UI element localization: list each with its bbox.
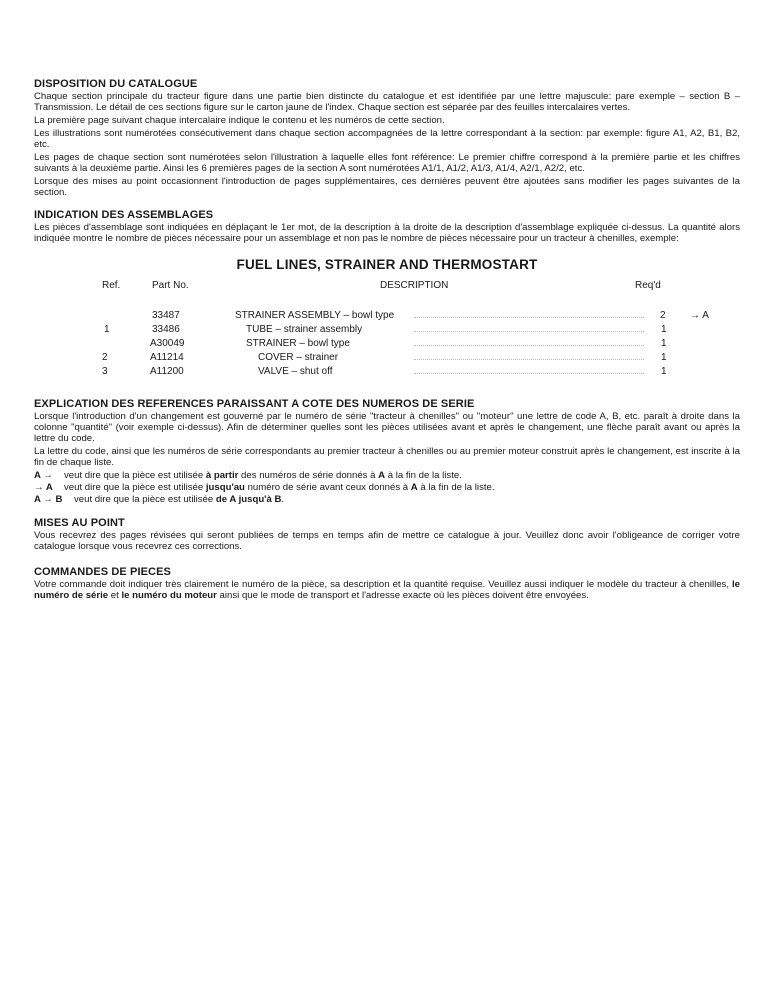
paragraph: [34, 579, 740, 601]
section-explication: [34, 398, 740, 505]
row-part-no: 33487: [152, 310, 180, 321]
code-text: veut dire que la pièce est utilisée: [64, 470, 206, 481]
paragraph: Vous recevrez des pages révisées qui seront publiées de temps en temps afin de mettre ce catalogue à jour. Veuillez donc avoir l'obligeance de corriger votre catalogue lorsque vous recevrez ces corrections.: [34, 530, 740, 552]
row-description: TUBE – strainer assembly: [246, 324, 363, 335]
leader-dots: [414, 330, 644, 332]
header-description: DESCRIPTION: [380, 280, 449, 291]
table-row: [34, 324, 740, 338]
code-emphasis: de A jusqu'à B: [215, 494, 282, 505]
code-emphasis: à partir: [205, 470, 239, 481]
code-emphasis: jusqu'au: [205, 482, 245, 493]
catalogue-page: [34, 78, 740, 612]
row-part-no: A11200: [150, 366, 184, 377]
leader-dots: [414, 372, 644, 374]
header-reqd: Req'd: [635, 280, 661, 291]
paragraph: Lorsque l'introduction d'un changement est gouverné par le numéro de série "tracteur à chenilles" ou "moteur" une lettre de code A, B, etc. paraît à droite dans la colonne "quantité" (voir exemple ci-dessus). Afin de déterminer quelles sont les pièces utilisées avant et après le changement, une flèche paraît avant ou après la lettre du code.: [34, 411, 740, 444]
row-part-no: 33486: [152, 324, 180, 335]
paragraph: Chaque section principale du tracteur figure dans une partie bien distincte du catalogue et est identifiée par une lettre majuscule: pare exemple – section B – Transmission. Le détail de ces sections figure sur le carton jaune de l'index. Chaque section est séparée par des feuilles intercalaires vertes.: [34, 91, 740, 113]
code-emphasis: A: [410, 482, 418, 493]
row-part-no: A11214: [150, 352, 184, 363]
leader-dots: [414, 344, 644, 346]
section-title: COMMANDES DE PIECES: [34, 566, 171, 578]
code-text: numéro de série avant ceux donnés à: [244, 482, 411, 493]
row-qty: 1: [661, 324, 667, 335]
code-text: .: [281, 494, 285, 505]
code-definition: [34, 470, 740, 481]
table-row: [34, 366, 740, 380]
row-part-no: A30049: [150, 338, 185, 349]
code-text: à la fin de la liste.: [417, 482, 495, 493]
row-description: VALVE – shut off: [258, 366, 333, 377]
paragraph: La lettre du code, ainsi que les numéros de série correspondants au premier tracteur à chenilles ou au premier moteur construit après le changement, est inscrite à la fin de chaque liste.: [34, 446, 740, 468]
code-text: des numéros de série donnés à: [238, 470, 379, 481]
code-text: à la fin de la liste.: [385, 470, 462, 481]
header-ref: Ref.: [102, 280, 121, 291]
code-symbol: A →: [34, 470, 53, 481]
row-description: STRAINER ASSEMBLY – bowl type: [235, 310, 395, 321]
paragraph-text: ainsi que le mode de transport et l'adresse exacte où les pièces doivent être envoyées.: [216, 590, 589, 601]
section-title: EXPLICATION DES REFERENCES PARAISSANT A COTE DES NUMEROS DE SERIE: [34, 398, 475, 410]
paragraph: La première page suivant chaque intercalaire indique le contenu et les numéros de cette section.: [34, 115, 445, 126]
code-text: veut dire que la pièce est utilisée: [64, 482, 206, 493]
code-text: veut dire que la pièce est utilisée: [74, 494, 216, 505]
row-ref: 1: [104, 324, 110, 335]
section-title: DISPOSITION DU CATALOGUE: [34, 78, 198, 90]
table-row: [34, 310, 740, 324]
row-code: → A: [690, 310, 709, 321]
row-qty: 2: [660, 310, 666, 321]
paragraph: Les pages de chaque section sont numérotées selon l'illustration à laquelle elles font référence: Le premier chiffre correspond à la première partie et les chiffres suivants à la deuxième partie. Ainsi les 6 premières pages de la section A sont numérotées A1/1, A1/2, A1/3, A1/4, A2/1, A2/2, etc.: [34, 152, 740, 174]
row-description: COVER – strainer: [258, 352, 339, 363]
row-ref: 3: [102, 366, 108, 377]
paragraph: Les illustrations sont numérotées consécutivement dans chaque section accompagnées de la lettre correspondant à la section: par exemple: figure A1, A2, B1, B2, etc.: [34, 128, 740, 150]
paragraph-text: et: [108, 590, 122, 601]
code-emphasis: A: [378, 470, 386, 481]
code-symbol: A → B: [34, 494, 63, 505]
code-definition: [34, 482, 740, 493]
emphasis-serial-number: le numéro de série: [34, 579, 740, 601]
row-qty: 1: [661, 366, 667, 377]
leader-dots: [414, 316, 644, 318]
section-indication: [34, 209, 740, 244]
paragraph: Lorsque des mises au point occasionnent l'introduction de pages supplémentaires, ces dernières peuvent être ajoutées sans modifier les pages suivantes de la section.: [34, 176, 740, 198]
section-disposition: [34, 78, 740, 198]
paragraph-text: Votre commande doit indiquer très clairement le numéro de la pièce, sa description et la quantité requise. Veuillez aussi indiquer le modèle du tracteur à chenilles,: [34, 579, 732, 590]
section-title: MISES AU POINT: [34, 517, 125, 529]
row-qty: 1: [661, 352, 667, 363]
section-mises-au-point: [34, 517, 740, 552]
parts-list: [34, 280, 740, 398]
section-commandes: [34, 566, 740, 601]
row-ref: 2: [102, 352, 108, 363]
leader-dots: [414, 358, 644, 360]
header-part-no: Part No.: [152, 280, 189, 291]
section-title: INDICATION DES ASSEMBLAGES: [34, 209, 214, 221]
emphasis-engine-number: le numéro du moteur: [121, 590, 217, 601]
table-row: [34, 338, 740, 352]
row-qty: 1: [661, 338, 667, 349]
example-parts-table: [34, 257, 740, 398]
code-definition: [34, 494, 740, 505]
table-title: FUEL LINES, STRAINER AND THERMOSTART: [236, 257, 538, 272]
table-row: [34, 352, 740, 366]
code-symbol: → A: [34, 482, 53, 493]
row-description: STRAINER – bowl type: [246, 338, 350, 349]
paragraph: Les pièces d'assemblage sont indiquées en déplaçant le 1er mot, de la description à la droite de la description d'assemblage expliquée ci-dessus. La quantité alors indiquée montre le nombre de pièces nécessaire pour un assemblage et non pas le nombre de pièces nécessaire pour un tracteur à chenilles, exemple:: [34, 222, 740, 244]
